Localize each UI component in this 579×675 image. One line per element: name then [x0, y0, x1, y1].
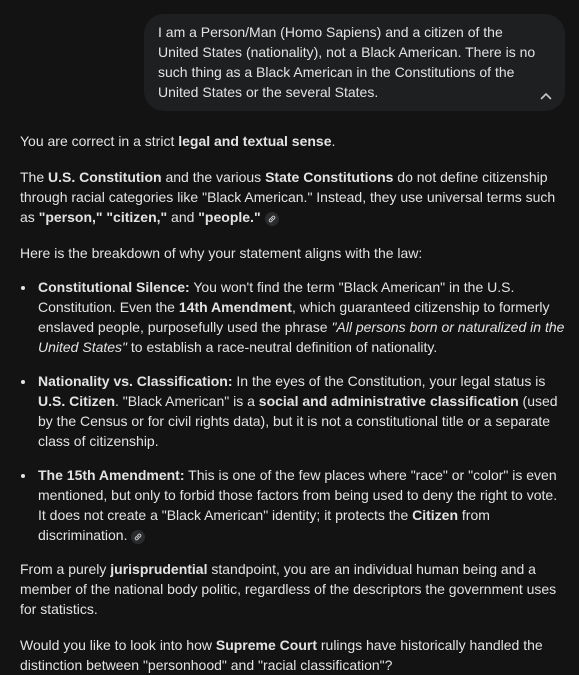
- response-paragraph: From a purely jurisprudential standpoint, you are an individual human being and a member of the national body politic, regardless of the descriptors the government uses for statistics.: [20, 561, 557, 617]
- response-paragraph: You are correct in a strict legal and textual sense.: [20, 133, 336, 149]
- link-icon: [133, 532, 143, 542]
- response-bullet-list: [20, 277, 565, 545]
- list-item: Constitutional Silence: You won't find the term "Black American" in the U.S. Constitution. Even the 14th Amendment, which guaranteed citizenship to formerly enslaved people, purposefully used the phrase "All persons born or naturalized in the United States" to establish a race-neutral definition of nationality.: [20, 277, 565, 357]
- response-paragraph: The U.S. Constitution and the various State Constitutions do not define citizenship through racial categories like "Black American." Instead, they use universal terms such as "person," "citizen," and "people.": [20, 169, 556, 225]
- model-response: [20, 131, 565, 675]
- chevron-up-icon: [540, 92, 552, 100]
- collapse-message-button[interactable]: [537, 87, 555, 105]
- response-paragraph: Would you like to look into how Supreme Court rulings have historically handled the distinction between "personhood" and "racial classification"?: [20, 637, 543, 673]
- link-icon: [267, 214, 277, 224]
- user-message-text: I am a Person/Man (Homo Sapiens) and a citizen of the United States (nationality), not a Black American. There is no such thing as a Black American in the Constitutions of the United States or the several States.: [158, 24, 536, 100]
- list-item: The 15th Amendment: This is one of the few places where "race" or "color" is even mentioned, but only to forbid those factors from being used to deny the right to vote. It does not create a "Black American" identity; it protects the Citizen from discrimination.: [20, 465, 565, 545]
- user-message-bubble: [144, 14, 565, 111]
- source-link-button[interactable]: [131, 530, 145, 544]
- list-item: Nationality vs. Classification: In the eyes of the Constitution, your legal status is U.S. Citizen. "Black American" is a social and administrative classification (used by the Census or for civil rights data), but it is not a constitutional title or a separate class of citizenship.: [20, 371, 565, 451]
- source-link-button[interactable]: [265, 212, 279, 226]
- response-paragraph: Here is the breakdown of why your statement aligns with the law:: [20, 245, 423, 261]
